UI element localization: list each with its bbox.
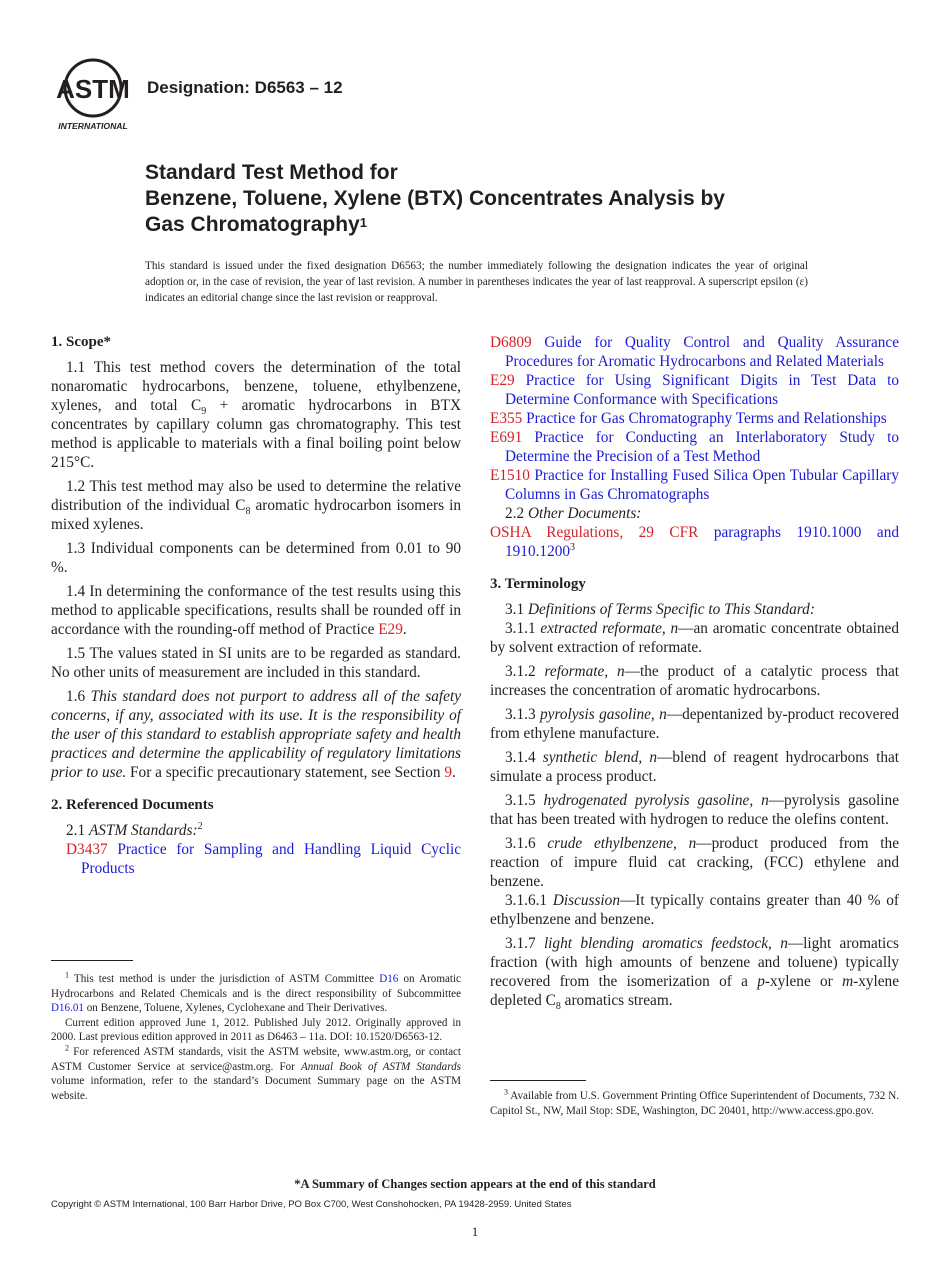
footnote-3: $^3$ Available from U.S. Government Printing Office Superintendent of Documents, 732 N. Capitol St., NW, Mail Stop: SDE, Washington, DC 20401, http://www.access.gpo.gov. xyxy=(490,1087,899,1117)
para-2-1: 2.1 ASTM Standards:$^2$ xyxy=(66,820,203,839)
footnote-1-edition: Current edition approved June 1, 2012. Published July 2012. Originally approved in 2000. Last previous edition approved in 2011 as D6463 – 11a. DOI: 10.1520/D6563-12. xyxy=(51,1016,461,1044)
link-e29[interactable]: E29 xyxy=(378,621,403,638)
para-1-2: 1.2 This test method may also be used to determine the relative distribution of the individual $C_8$ aromatic hydrocarbon isomers in mixed xylenes. xyxy=(51,478,461,533)
para-3-1-4: 3.1.4 synthetic blend, n—blend of reagent hydrocarbons that simulate a process product. xyxy=(490,749,900,785)
ref-e355[interactable]: E355 Practice for Gas Chromatography Terms and Relationships xyxy=(490,410,887,427)
para-3-1-1: 3.1.1 extracted reformate, n—an aromatic concentrate obtained by solvent extraction of reformate. xyxy=(490,620,899,656)
terminology-heading: 3. Terminology xyxy=(490,576,586,592)
footnote-2: $^2$ For referenced ASTM standards, visit the ASTM website, www.astm.org, or contact ASTM Customer Service at service@astm.org. For Annual Book of ASTM Standards volume information, refer to the standard’s Document Summary page on the ASTM website. xyxy=(51,1043,461,1102)
title-footnote-mark: 1 xyxy=(359,215,367,230)
para-3-1: 3.1 Definitions of Terms Specific to This Standard: xyxy=(505,601,815,618)
link-d16-01[interactable]: D16.01 xyxy=(51,1002,84,1015)
para-1-6: 1.6 This standard does not purport to address all of the safety concerns, if any, associated with its use. It is the responsibility of the user of this standard to establish appropriate safety and health practices and determine the applicability of regulatory limitations prior to use. For a specific precautionary statement, see Section 9. xyxy=(51,688,461,781)
right-column xyxy=(490,333,900,1013)
title-line-1: Standard Test Method for xyxy=(145,161,398,184)
footnotes-right xyxy=(490,1089,899,1118)
logo-text: ASTM xyxy=(56,74,130,104)
para-1-5: 1.5 The values stated in SI units are to be regarded as standard. No other units of measurement are included in this standard. xyxy=(51,645,461,681)
para-3-1-3: 3.1.3 pyrolysis gasoline, n—depentanized by-product recovered from ethylene manufacture. xyxy=(490,706,900,742)
logo-subtext: INTERNATIONAL xyxy=(58,121,128,131)
astm-logo xyxy=(52,54,134,132)
ref-e29[interactable]: E29 Practice for Using Significant Digits in Test Data to Determine Conformance with Specifications xyxy=(490,372,899,408)
title-line-2: Benzene, Toluene, Xylene (BTX) Concentrates Analysis by xyxy=(145,187,725,210)
para-3-1-2: 3.1.2 reformate, n—the product of a catalytic process that increases the concentration of aromatic hydrocarbons. xyxy=(490,663,900,699)
link-d16[interactable]: D16 xyxy=(379,973,399,985)
para-2-2: 2.2 Other Documents: xyxy=(505,505,642,522)
para-3-1-6: 3.1.6 crude ethylbenzene, n—product produced from the reaction of impure fluid cat cracking, (FCC) ethylene and benzene. xyxy=(490,835,899,890)
ref-e1510[interactable]: E1510 Practice for Installing Fused Silica Open Tubular Capillary Columns in Gas Chromatographs xyxy=(490,467,899,503)
ref-e691[interactable]: E691 Practice for Conducting an Interlaboratory Study to Determine the Precision of a Test Method xyxy=(490,429,900,465)
designation: Designation: D6563 – 12 xyxy=(147,78,343,97)
scope-heading: 1. Scope* xyxy=(51,334,111,350)
issuance-statement: This standard is issued under the fixed designation D6563; the number immediately following the designation indicates the year of original adoption or, in the case of revision, the year of last revision. A number in parentheses indicates the year of last reapproval. A superscript epsilon (ε) indicates an editorial change since the last revision or reapproval. xyxy=(145,260,808,304)
footnotes-left xyxy=(51,972,461,1103)
summary-of-changes-note: *A Summary of Changes section appears at the end of this standard xyxy=(294,1177,656,1191)
copyright: Copyright © ASTM International, 100 Barr Harbor Drive, PO Box C700, West Conshohocken, PA 19428-2959. United States xyxy=(51,1199,572,1210)
title-line-3-text: Gas Chromatography xyxy=(145,213,360,236)
para-1-3: 1.3 Individual components can be determined from 0.01 to 90 %. xyxy=(51,540,461,576)
footnote-rule-left xyxy=(51,960,133,961)
left-column xyxy=(51,333,461,878)
ref-d3437[interactable]: D3437 Practice for Sampling and Handling Liquid Cyclic Products xyxy=(66,841,462,877)
para-1-4: 1.4 In determining the conformance of the test results using this method to applicable specifications, results shall be rounded off in accordance with the rounding-off method of Practice E29. xyxy=(51,583,461,638)
footnote-1: $^1$ This test method is under the jurisdiction of ASTM Committee D16 on Aromatic Hydrocarbons and Related Chemicals and is the direct responsibility of Subcommittee D16.01 on Benzene, Toluene, Xylenes, Cyclohexane and Their Derivatives. xyxy=(51,970,461,1015)
footnote-rule-right xyxy=(490,1080,586,1081)
para-3-1-7: 3.1.7 light blending aromatics feedstock, n—light aromatics fraction (with high amounts of benzene and toluene) typically recovered from the isomerization of a p-xylene or m-xylene depleted $C_8$ aromatics stream. xyxy=(490,935,899,1013)
page-number: 1 xyxy=(471,1224,479,1239)
para-3-1-5: 3.1.5 hydrogenated pyrolysis gasoline, n—pyrolysis gasoline that has been treated with hydrogen to reduce the olefins content. xyxy=(490,792,899,828)
title-line-3 xyxy=(145,212,725,238)
ref-d6809[interactable]: D6809 Guide for Quality Control and Quality Assurance Procedures for Aromatic Hydrocarbons and Related Materials xyxy=(490,334,899,370)
para-3-1-6-1: 3.1.6.1 Discussion—It typically contains greater than 40 % of ethylbenzene and benzene. xyxy=(490,892,899,928)
document-title xyxy=(145,160,725,238)
link-section-9[interactable]: 9 xyxy=(444,764,453,781)
referenced-documents-heading: 2. Referenced Documents xyxy=(51,797,214,813)
ref-osha[interactable]: OSHA Regulations, 29 CFR paragraphs 1910.1000 and 1910.1200$^3$ xyxy=(490,524,900,560)
para-1-1: 1.1 This test method covers the determination of the total nonaromatic hydrocarbons, benzene, toluene, ethylbenzene, xylenes, and total $C_9$ + aromatic hydrocarbons in BTX concentrates by capillary column gas chromatography. This test method is applicable to materials with a final boiling point below 215°C. xyxy=(51,359,461,471)
